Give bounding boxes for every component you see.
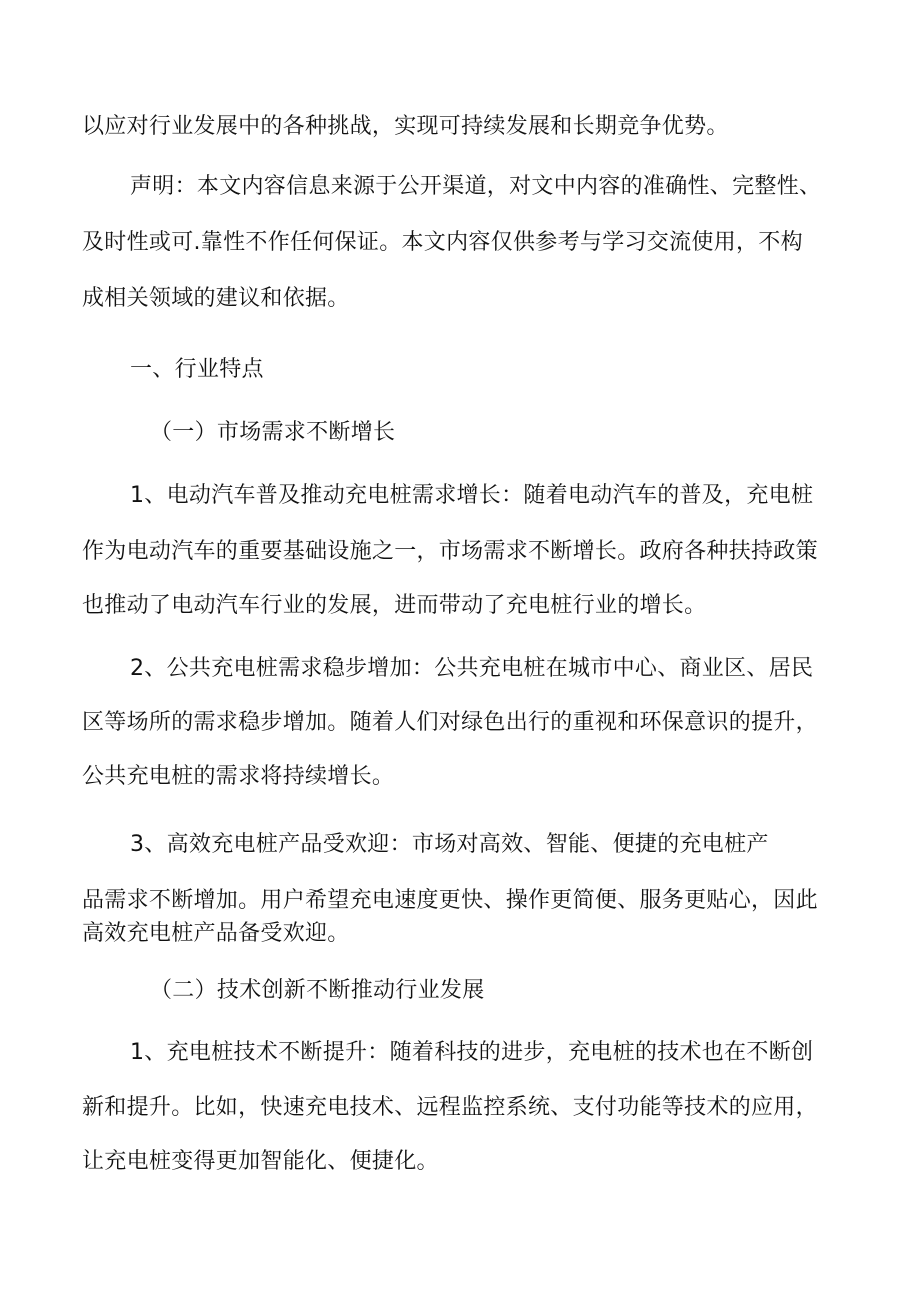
item-4-line-3: 让充电桩变得更加智能化、便捷化。 [82, 1149, 439, 1174]
disclaimer-line-2: 及时性或可.靠性不作任何保证。本文内容仅供参考与学习交流使用，不构 [82, 230, 803, 255]
section-heading: 一、行业特点 [130, 357, 264, 382]
item-1-line-1: 1、电动汽车普及推动充电桩需求增长：随着电动汽车的普及，充电桩 [130, 483, 814, 508]
item-1-line-3: 也推动了电动汽车行业的发展，进而带动了充电桩行业的增长。 [82, 593, 707, 618]
item-1-line-2: 作为电动汽车的重要基础设施之一，市场需求不断增长。政府各种扶持政策 [82, 539, 818, 564]
disclaimer-line-1: 声明：本文内容信息来源于公开渠道，对文中内容的准确性、完整性、 [130, 174, 822, 199]
paragraph-line-1: 以应对行业发展中的各种挑战，实现可持续发展和长期竞争优势。 [82, 114, 729, 139]
item-2-line-3: 公共充电桩的需求将持续增长。 [82, 764, 395, 789]
subsection-heading-1: （一）市场需求不断增长 [150, 420, 396, 445]
item-3-line-2: 品需求不断增加。用户希望充电速度更快、操作更简便、服务更贴心，因此 [82, 888, 818, 913]
item-3-line-3: 高效充电桩产品备受欢迎。 [82, 921, 350, 946]
item-2-line-1: 2、公共充电桩需求稳步增加：公共充电桩在城市中心、商业区、居民 [130, 656, 814, 681]
disclaimer-line-3: 成相关领域的建议和依据。 [82, 286, 350, 311]
item-2-line-2: 区等场所的需求稳步增加。随着人们对绿色出行的重视和环保意识的提升， [82, 710, 818, 735]
subsection-heading-2: （二）技术创新不断推动行业发展 [150, 978, 485, 1003]
item-3-line-1: 3、高效充电桩产品受欢迎：市场对高效、智能、便捷的充电桩产 [130, 832, 769, 857]
item-4-line-1: 1、充电桩技术不断提升：随着科技的进步，充电桩的技术也在不断创 [130, 1040, 814, 1065]
item-4-line-2: 新和提升。比如，快速充电技术、远程监控系统、支付功能等技术的应用， [82, 1095, 818, 1120]
